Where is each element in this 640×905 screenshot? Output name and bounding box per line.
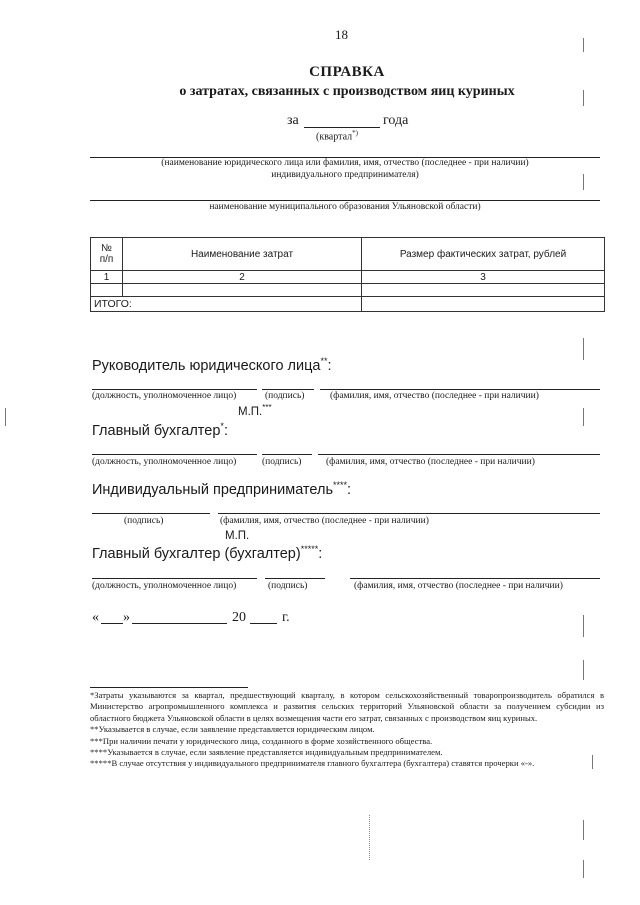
scan-mark: [583, 615, 584, 637]
chief-acc-position-caption: (должность, уполномоченное лицо): [92, 457, 237, 467]
date-close-quote: »: [123, 610, 130, 625]
chief-accountant-mark: *: [220, 421, 224, 431]
ip-accountant-text: Главный бухгалтер (бухгалтер): [92, 545, 301, 562]
scan-mark: [583, 338, 584, 360]
period-blank-line[interactable]: [304, 127, 380, 128]
document-subtitle: о затратах, связанных с производством яиц куриных: [179, 84, 515, 99]
total-label: ИТОГО:: [91, 297, 362, 312]
period-suffix: года: [383, 113, 409, 128]
head-name-line[interactable]: [320, 389, 600, 390]
date-open-quote: «: [92, 610, 99, 625]
ip-signature-line[interactable]: [92, 513, 210, 514]
scan-mark: [583, 660, 584, 680]
chief-acc-signature-caption: (подпись): [262, 457, 302, 467]
stamp-place-2: М.П.: [225, 530, 250, 542]
chief-acc-name-caption: (фамилия, имя, отчество (последнее - при наличии): [326, 457, 535, 467]
footnote-4: ****Указывается в случае, если заявление представляется индивидуальным предпринимателем.: [90, 747, 443, 758]
period-prefix: за: [287, 113, 299, 128]
ip-accountant-mark: *****: [300, 544, 319, 554]
chief-accountant-colon: :: [223, 422, 228, 439]
head-of-entity-mark: **: [320, 356, 328, 366]
entity-caption-line1: (наименование юридического лица или фамилия, имя, отчество (последнее - при наличии): [161, 158, 529, 168]
footnote-5: *****В случае отсутствия у индивидуального предпринимателя главного бухгалтера (бухгалтера) ставятся прочерки «-».: [90, 758, 535, 769]
table-row[interactable]: [91, 284, 605, 297]
head-name-caption: (фамилия, имя, отчество (последнее - при наличии): [330, 391, 539, 401]
municipality-line[interactable]: [90, 200, 600, 201]
ip-acc-name-line[interactable]: [350, 578, 600, 579]
ip-accountant-label: [92, 544, 322, 562]
document-title: СПРАВКА: [309, 64, 385, 80]
footnote-separator: [90, 687, 248, 688]
numbering-cell-2: 2: [123, 271, 362, 284]
ip-name-caption: (фамилия, имя, отчество (последнее - при наличии): [220, 516, 429, 526]
scan-mark: [583, 408, 584, 426]
table-cell[interactable]: [362, 284, 605, 297]
head-signature-caption: (подпись): [265, 391, 305, 401]
head-signature-line[interactable]: [262, 389, 314, 390]
table-cell[interactable]: [123, 284, 362, 297]
table-total-row: [91, 297, 605, 312]
scan-mark: [583, 820, 584, 840]
header-number: [91, 238, 123, 271]
numbering-cell-3: 3: [362, 271, 605, 284]
scan-mark: [369, 815, 370, 860]
ip-acc-name-caption: (фамилия, имя, отчество (последнее - при наличии): [354, 581, 563, 591]
date-year-suffix: г.: [282, 610, 290, 625]
header-cost-amount: Размер фактических затрат, рублей: [362, 238, 605, 271]
table-numbering-row: [91, 271, 605, 284]
chief-acc-signature-line[interactable]: [262, 454, 312, 455]
chief-accountant-text: Главный бухгалтер: [92, 422, 221, 439]
scan-mark: [583, 90, 584, 106]
date-month-line[interactable]: [132, 623, 227, 624]
stamp-1-text: М.П.: [238, 405, 263, 418]
ip-accountant-colon: :: [318, 545, 323, 562]
date-year-line[interactable]: [250, 623, 277, 624]
head-of-entity-label: [92, 356, 332, 374]
entrepreneur-text: Индивидуальный предприниматель: [92, 481, 334, 498]
costs-table: [90, 237, 605, 312]
scan-mark: [583, 860, 584, 878]
ip-name-line[interactable]: [218, 513, 600, 514]
municipality-caption: наименование муниципального образования Ульяновской области): [209, 202, 481, 212]
date-year-prefix: 20: [232, 610, 246, 625]
total-value-cell[interactable]: [362, 297, 605, 312]
stamp-place-1: [238, 403, 272, 418]
header-number-sign: №: [101, 243, 112, 254]
footnote-1: *Затраты указываются за квартал, предшествующий кварталу, в котором сельскохозяйственный товаропроизводитель обратился в Министерство агропромышленного комплекса и развития сельских территорий Ульяновской области за получением субсидии из областного бюджета Ульяновской области в целях возмещения части его затрат, связанных с производством яиц куриных.: [90, 690, 604, 723]
numbering-cell-1: 1: [91, 271, 123, 284]
ip-signature-caption: (подпись): [124, 516, 164, 526]
ip-acc-signature-caption: (подпись): [268, 581, 308, 591]
chief-acc-name-line[interactable]: [318, 454, 600, 455]
period-hint-mark: *): [352, 129, 358, 137]
ip-acc-position-caption: (должность, уполномоченное лицо): [92, 581, 237, 591]
period-hint: [316, 129, 358, 142]
head-position-line[interactable]: [92, 389, 257, 390]
entrepreneur-label: [92, 480, 351, 498]
stamp-1-mark: ***: [262, 403, 272, 412]
entrepreneur-colon: :: [347, 481, 352, 498]
date-day-line[interactable]: [101, 623, 123, 624]
scan-mark: [583, 38, 584, 52]
entrepreneur-mark: ****: [333, 480, 348, 490]
footnotes: [90, 690, 604, 770]
footnote-3: ***При наличии печати у юридического лица, созданного в форме хозяйственного общества.: [90, 735, 433, 746]
ip-acc-position-line[interactable]: [92, 578, 257, 579]
period-hint-text: (квартал: [316, 131, 353, 143]
ip-acc-signature-line[interactable]: [265, 578, 325, 579]
scan-mark: [5, 408, 6, 426]
scan-mark: [592, 755, 593, 769]
table-cell[interactable]: [91, 284, 123, 297]
head-of-entity-text: Руководитель юридического лица: [92, 357, 321, 374]
chief-acc-position-line[interactable]: [92, 454, 257, 455]
header-cost-name: Наименование затрат: [123, 238, 362, 271]
footnote-2: **Указывается в случае, если заявление представляется юридическим лицом.: [90, 724, 375, 735]
table-header-row: [91, 238, 605, 271]
scan-mark: [583, 174, 584, 190]
head-position-caption: (должность, уполномоченное лицо): [92, 391, 237, 401]
header-number-pp: п/п: [99, 254, 114, 265]
head-colon: :: [327, 357, 332, 374]
chief-accountant-label: [92, 421, 228, 439]
page-number: 18: [335, 27, 348, 42]
entity-caption-line2: индивидуального предпринимателя): [271, 170, 419, 180]
